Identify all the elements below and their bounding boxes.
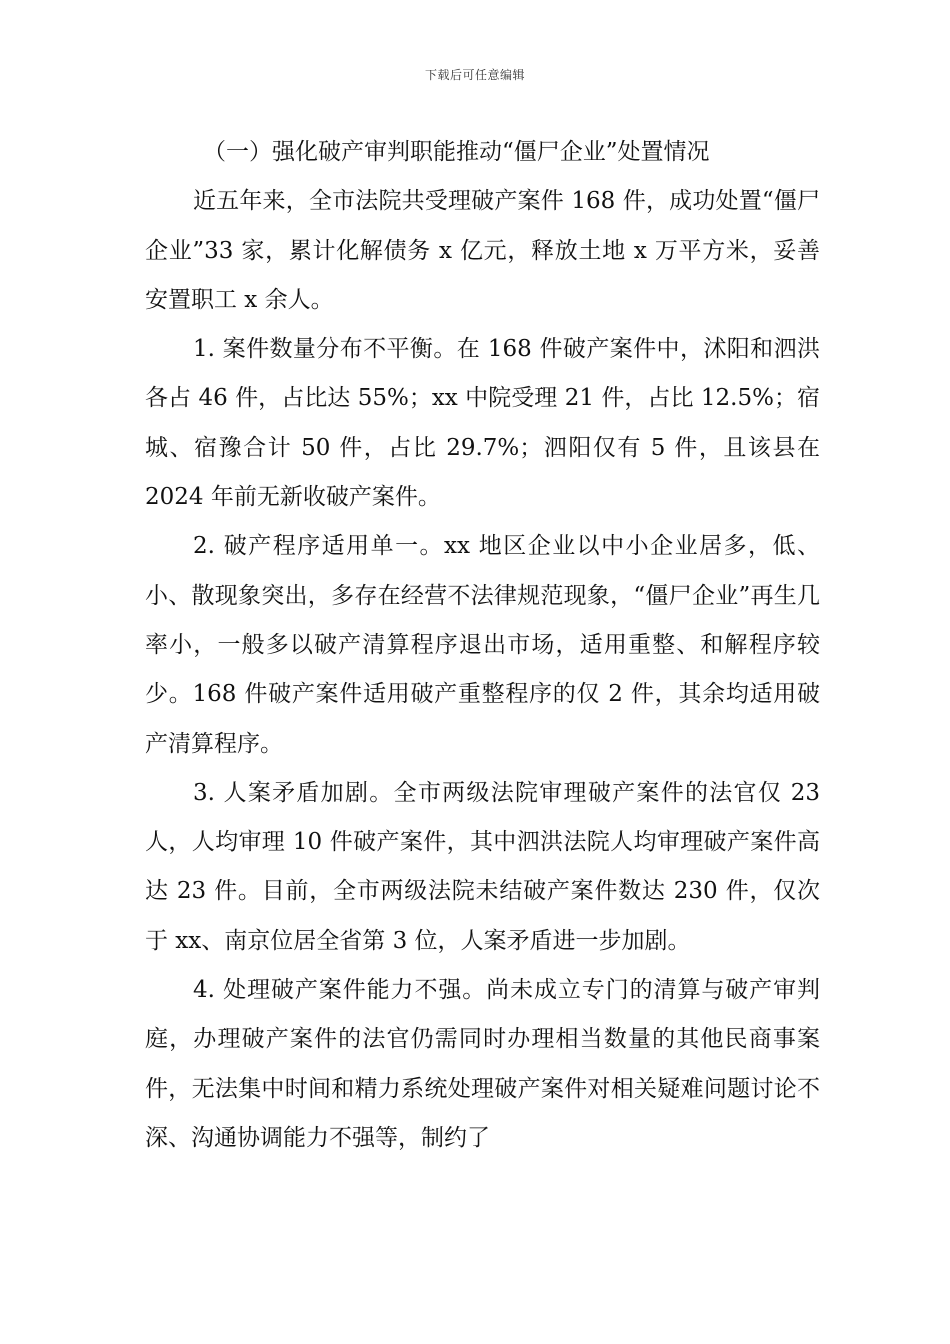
section-heading: （一）强化破产审判职能推动“僵尸企业”处置情况 xyxy=(203,139,710,165)
paragraph-intro: 近五年来，全市法院共受理破产案件 168 件，成功处置“僵尸企业”33 家，累计化解债务 x 亿元，释放土地 x 万平方米，妥善安置职工 x 余人。 xyxy=(145,188,820,313)
paragraph-point-4: 4. 处理破产案件能力不强。尚未成立专门的清算与破产审判庭，办理破产案件的法官仍需同时办理相当数量的其他民商事案件，无法集中时间和精力系统处理破产案件对相关疑难问题讨论不深、沟通协调能力不强等，制约了 xyxy=(145,977,820,1151)
paragraph-point-3: 3. 人案矛盾加剧。全市两级法院审理破产案件的法官仅 23 人，人均审理 10 件破产案件，其中泗洪法院人均审理破产案件高达 23 件。目前，全市两级法院未结破产案件数达 230 件，仅次于 xx、南京位居全省第 3 位，人案矛盾进一步加剧。 xyxy=(145,779,820,954)
paragraph-point-1: 1. 案件数量分布不平衡。在 168 件破产案件中，沭阳和泗洪各占 46 件，占比达 55%；xx 中院受理 21 件，占比 12.5%；宿城、宿豫合计 50 件，占比 29.7%；泗阳仅有 5 件，且该县在 2024 年前无新收破产案件。 xyxy=(145,336,820,511)
document-body xyxy=(145,128,820,1163)
header-note: 下载后可任意编辑 xyxy=(424,68,525,82)
paragraph-point-2: 2. 破产程序适用单一。xx 地区企业以中小企业居多，低、小、散现象突出，多存在经营不法律规范现象，“僵尸企业”再生几率小，一般多以破产清算程序退出市场，适用重整、和解程序较少。168 件破产案件适用破产重整程序的仅 2 件，其余均适用破产清算程序。 xyxy=(145,533,820,757)
